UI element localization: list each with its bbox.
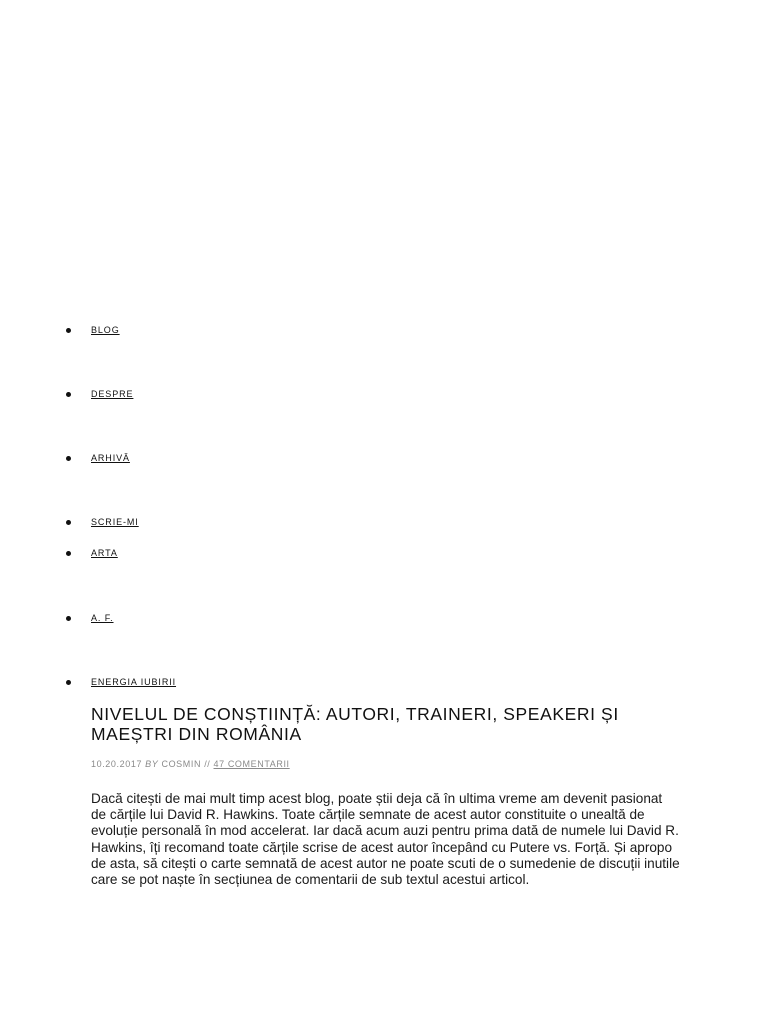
post-author: COSMIN: [161, 759, 202, 769]
bullet-icon: [66, 328, 71, 333]
nav-link-blog[interactable]: BLOG: [91, 325, 120, 335]
post-date: 10.20.2017: [91, 759, 143, 769]
bullet-icon: [66, 456, 71, 461]
nav-link-arta[interactable]: ARTA: [91, 548, 118, 558]
post-title[interactable]: NIVELUL DE CONȘTIINȚĂ: AUTORI, TRAINERI, SPEAKERI ȘI MAEȘTRI DIN ROMÂNIA: [91, 704, 619, 744]
nav-link-despre[interactable]: DESPRE: [91, 389, 134, 399]
nav-link-arhiva[interactable]: ARHIVĂ: [91, 453, 130, 463]
bullet-icon: [66, 392, 71, 397]
meta-separator: //: [204, 759, 211, 769]
post-excerpt: Dacă citești de mai mult timp acest blog, poate știi deja că în ultima vreme am devenit pasionat de cărțile lui David R. Hawkins. Toate cărțile semnate de acest autor constituite o unealtă de evoluție personală în mod accelerat. Iar dacă acum auzi pentru prima dată de numele lui David R. Hawkins, îți recomand toate cărțile scrise de acest autor începând cu Putere vs. Forță. Și apropo de asta, să citești o carte semnată de acest autor ne poate scuti de o sumedenie de discuții inutile care se pot naște în secțiunea de comentarii de sub textul acestui articol.: [91, 791, 680, 888]
nav-link-af[interactable]: A. F.: [91, 613, 114, 623]
bullet-icon: [66, 551, 71, 556]
post-by-label: BY: [145, 759, 159, 769]
bullet-icon: [66, 616, 71, 621]
nav-link-scrie-mi[interactable]: SCRIE-MI: [91, 517, 139, 527]
comments-link[interactable]: 47 COMENTARII: [213, 759, 290, 769]
nav-link-energia-iubirii[interactable]: ENERGIA IUBIRII: [91, 677, 177, 687]
bullet-icon: [66, 680, 71, 685]
post-meta: [91, 759, 290, 769]
bullet-icon: [66, 520, 71, 525]
